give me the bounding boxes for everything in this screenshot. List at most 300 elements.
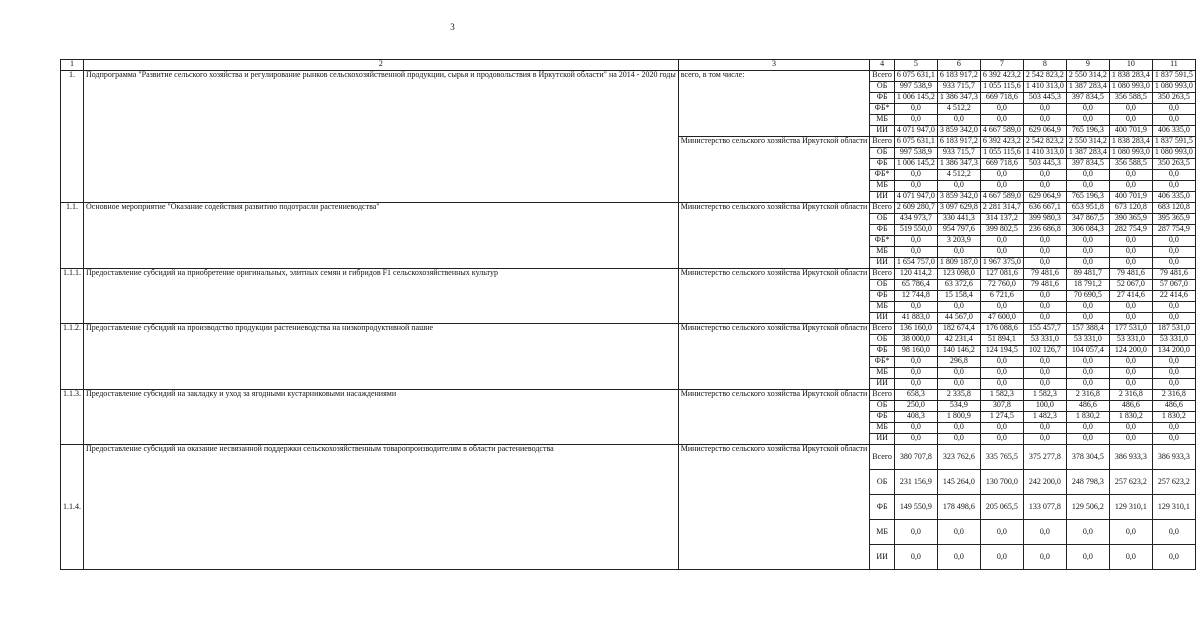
amount-cell: 176 088,6	[980, 324, 1023, 335]
amount-cell: 236 686,8	[1023, 225, 1066, 236]
amount-cell: 1 274,5	[980, 412, 1023, 423]
amount-cell: 52 067,0	[1109, 280, 1152, 291]
amount-cell: 51 894,1	[980, 335, 1023, 346]
amount-cell: 1 410 313,0	[1023, 82, 1066, 93]
amount-cell: 257 623,2	[1152, 470, 1195, 495]
funding-source: ФБ	[870, 291, 895, 302]
amount-cell: 629 064,9	[1023, 126, 1066, 137]
amount-cell: 0,0	[1023, 291, 1066, 302]
executor: Министерство сельского хозяйства Иркутской области	[678, 445, 870, 570]
amount-cell: 0,0	[937, 115, 980, 126]
amount-cell: 0,0	[980, 170, 1023, 181]
amount-cell: 0,0	[1109, 423, 1152, 434]
amount-cell: 0,0	[1109, 545, 1152, 570]
funding-source: ИИ	[870, 379, 895, 390]
amount-cell: 0,0	[1023, 313, 1066, 324]
page-number: 3	[450, 22, 455, 32]
amount-cell: 2 281 314,7	[980, 203, 1023, 214]
amount-cell: 0,0	[980, 181, 1023, 192]
funding-source: ФБ*	[870, 104, 895, 115]
amount-cell: 0,0	[1152, 115, 1195, 126]
amount-cell: 378 304,5	[1066, 445, 1109, 470]
amount-cell: 257 623,2	[1109, 470, 1152, 495]
amount-cell: 0,0	[894, 520, 937, 545]
amount-cell: 0,0	[1109, 379, 1152, 390]
amount-cell: 104 057,4	[1066, 346, 1109, 357]
amount-cell: 683 120,8	[1152, 203, 1195, 214]
amount-cell: 296,8	[937, 357, 980, 368]
amount-cell: 133 077,8	[1023, 495, 1066, 520]
amount-cell: 129 310,1	[1152, 495, 1195, 520]
funding-source: Всего	[870, 71, 895, 82]
amount-cell: 0,0	[1152, 545, 1195, 570]
amount-cell: 356 588,5	[1109, 93, 1152, 104]
amount-cell: 0,0	[937, 434, 980, 445]
amount-cell: 519 550,0	[894, 225, 937, 236]
amount-cell: 1 654 757,0	[894, 258, 937, 269]
amount-cell: 406 335,0	[1152, 126, 1195, 137]
amount-cell: 0,0	[1109, 313, 1152, 324]
amount-cell: 1 055 115,6	[980, 82, 1023, 93]
amount-cell: 149 550,9	[894, 495, 937, 520]
amount-cell: 397 834,5	[1066, 93, 1109, 104]
funding-source: МБ	[870, 302, 895, 313]
executor: Министерство сельского хозяйства Иркутской области	[678, 137, 870, 203]
amount-cell: 997 538,9	[894, 148, 937, 159]
executor: всего, в том числе:	[678, 71, 870, 137]
amount-cell: 18 791,2	[1066, 280, 1109, 291]
amount-cell: 1 482,3	[1023, 412, 1066, 423]
funding-source: ФБ	[870, 93, 895, 104]
amount-cell: 0,0	[937, 379, 980, 390]
amount-cell: 178 498,6	[937, 495, 980, 520]
funding-source: МБ	[870, 520, 895, 545]
amount-cell: 0,0	[1023, 423, 1066, 434]
amount-cell: 100,0	[1023, 401, 1066, 412]
amount-cell: 629 064,9	[1023, 192, 1066, 203]
amount-cell: 4 512,2	[937, 170, 980, 181]
amount-cell: 0,0	[894, 545, 937, 570]
funding-source: ИИ	[870, 192, 895, 203]
amount-cell: 0,0	[1023, 434, 1066, 445]
column-number-cell: 7	[980, 60, 1023, 71]
amount-cell: 323 762,6	[937, 445, 980, 470]
amount-cell: 2 316,8	[1066, 390, 1109, 401]
amount-cell: 53 331,0	[1066, 335, 1109, 346]
amount-cell: 0,0	[1109, 115, 1152, 126]
amount-cell: 4 512,2	[937, 104, 980, 115]
amount-cell: 0,0	[980, 302, 1023, 313]
funding-source: Всего	[870, 324, 895, 335]
amount-cell: 3 859 342,0	[937, 126, 980, 137]
amount-cell: 0,0	[1066, 368, 1109, 379]
column-number-cell: 6	[937, 60, 980, 71]
amount-cell: 2 550 314,2	[1066, 137, 1109, 148]
amount-cell: 136 160,0	[894, 324, 937, 335]
amount-cell: 2 542 823,2	[1023, 137, 1066, 148]
amount-cell: 0,0	[894, 302, 937, 313]
amount-cell: 0,0	[937, 368, 980, 379]
amount-cell: 44 567,0	[937, 313, 980, 324]
amount-cell: 0,0	[894, 181, 937, 192]
amount-cell: 4 667 589,0	[980, 126, 1023, 137]
amount-cell: 673 120,8	[1109, 203, 1152, 214]
amount-cell: 0,0	[1109, 520, 1152, 545]
amount-cell: 0,0	[1023, 368, 1066, 379]
amount-cell: 375 277,8	[1023, 445, 1066, 470]
amount-cell: 0,0	[937, 302, 980, 313]
item-name: Подпрограмма "Развитие сельского хозяйства и регулирование рынков сельскохозяйственной продукции, сырья и продовольствия в Иркутской области" на 2014 - 2020 годы	[84, 71, 679, 203]
amount-cell: 2 316,8	[1109, 390, 1152, 401]
executor: Министерство сельского хозяйства Иркутской области	[678, 324, 870, 390]
amount-cell: 2 609 280,7	[894, 203, 937, 214]
amount-cell: 0,0	[937, 545, 980, 570]
amount-cell: 1 582,3	[980, 390, 1023, 401]
amount-cell: 347 867,5	[1066, 214, 1109, 225]
amount-cell: 0,0	[894, 423, 937, 434]
amount-cell: 1 830,2	[1152, 412, 1195, 423]
table-row	[61, 445, 1196, 470]
amount-cell: 6 721,6	[980, 291, 1023, 302]
amount-cell: 0,0	[937, 247, 980, 258]
amount-cell: 503 445,3	[1023, 93, 1066, 104]
amount-cell: 0,0	[980, 115, 1023, 126]
amount-cell: 0,0	[1152, 236, 1195, 247]
amount-cell: 6 392 423,2	[980, 71, 1023, 82]
amount-cell: 356 588,5	[1109, 159, 1152, 170]
amount-cell: 6 075 631,1	[894, 137, 937, 148]
column-number-cell: 2	[84, 60, 679, 71]
funding-source: МБ	[870, 115, 895, 126]
amount-cell: 636 667,1	[1023, 203, 1066, 214]
amount-cell: 41 883,0	[894, 313, 937, 324]
amount-cell: 0,0	[894, 368, 937, 379]
amount-cell: 248 798,3	[1066, 470, 1109, 495]
amount-cell: 335 765,5	[980, 445, 1023, 470]
amount-cell: 658,3	[894, 390, 937, 401]
amount-cell: 0,0	[980, 423, 1023, 434]
amount-cell: 53 331,0	[1109, 335, 1152, 346]
amount-cell: 434 973,7	[894, 214, 937, 225]
amount-cell: 102 126,7	[1023, 346, 1066, 357]
amount-cell: 1 387 283,4	[1066, 148, 1109, 159]
amount-cell: 0,0	[1109, 258, 1152, 269]
amount-cell: 0,0	[1023, 520, 1066, 545]
amount-cell: 0,0	[1152, 258, 1195, 269]
funding-source: ОБ	[870, 82, 895, 93]
amount-cell: 0,0	[1152, 302, 1195, 313]
funding-source: Всего	[870, 390, 895, 401]
amount-cell: 0,0	[1066, 423, 1109, 434]
amount-cell: 0,0	[1152, 434, 1195, 445]
amount-cell: 3 097 629,8	[937, 203, 980, 214]
amount-cell: 1 837 591,5	[1152, 71, 1195, 82]
amount-cell: 129 310,1	[1109, 495, 1152, 520]
funding-source: Всего	[870, 137, 895, 148]
amount-cell: 1 830,2	[1109, 412, 1152, 423]
item-name: Предоставление субсидий на производство продукции растениеводства на низкопродуктивной пашне	[84, 324, 679, 390]
amount-cell: 0,0	[1109, 181, 1152, 192]
amount-cell: 3 203,9	[937, 236, 980, 247]
amount-cell: 2 542 823,2	[1023, 71, 1066, 82]
amount-cell: 1 837 591,5	[1152, 137, 1195, 148]
amount-cell: 89 481,7	[1066, 269, 1109, 280]
column-number-row	[61, 60, 1196, 71]
amount-cell: 0,0	[1066, 104, 1109, 115]
amount-cell: 3 859 342,0	[937, 192, 980, 203]
funding-source: ИИ	[870, 313, 895, 324]
amount-cell: 0,0	[1066, 247, 1109, 258]
funding-source: ФБ*	[870, 357, 895, 368]
amount-cell: 397 834,5	[1066, 159, 1109, 170]
column-number-cell: 1	[61, 60, 84, 71]
amount-cell: 2 550 314,2	[1066, 71, 1109, 82]
funding-source: ИИ	[870, 126, 895, 137]
amount-cell: 1 387 283,4	[1066, 82, 1109, 93]
funding-source: ОБ	[870, 214, 895, 225]
amount-cell: 63 372,6	[937, 280, 980, 291]
amount-cell: 408,3	[894, 412, 937, 423]
amount-cell: 42 231,4	[937, 335, 980, 346]
amount-cell: 57 067,0	[1152, 280, 1195, 291]
amount-cell: 0,0	[1109, 104, 1152, 115]
amount-cell: 22 414,6	[1152, 291, 1195, 302]
item-number: 1.1.	[61, 203, 84, 269]
amount-cell: 0,0	[980, 520, 1023, 545]
table-row	[61, 269, 1196, 280]
amount-cell: 4 071 947,0	[894, 192, 937, 203]
amount-cell: 0,0	[1109, 302, 1152, 313]
funding-source: ФБ*	[870, 170, 895, 181]
amount-cell: 0,0	[1152, 313, 1195, 324]
table-row	[61, 390, 1196, 401]
executor: Министерство сельского хозяйства Иркутской области	[678, 203, 870, 269]
funding-source: ФБ	[870, 412, 895, 423]
amount-cell: 0,0	[980, 236, 1023, 247]
amount-cell: 177 531,0	[1109, 324, 1152, 335]
funding-source: ФБ	[870, 159, 895, 170]
amount-cell: 79 481,6	[1109, 269, 1152, 280]
amount-cell: 0,0	[1109, 236, 1152, 247]
funding-source: ИИ	[870, 258, 895, 269]
amount-cell: 0,0	[1109, 357, 1152, 368]
amount-cell: 314 137,2	[980, 214, 1023, 225]
amount-cell: 406 335,0	[1152, 192, 1195, 203]
amount-cell: 15 158,4	[937, 291, 980, 302]
amount-cell: 2 316,8	[1152, 390, 1195, 401]
amount-cell: 98 160,0	[894, 346, 937, 357]
amount-cell: 486,6	[1066, 401, 1109, 412]
amount-cell: 134 200,0	[1152, 346, 1195, 357]
item-number: 1.1.1.	[61, 269, 84, 324]
amount-cell: 47 600,0	[980, 313, 1023, 324]
amount-cell: 1 055 115,6	[980, 148, 1023, 159]
amount-cell: 306 084,3	[1066, 225, 1109, 236]
amount-cell: 0,0	[1066, 181, 1109, 192]
amount-cell: 0,0	[1023, 379, 1066, 390]
amount-cell: 386 933,3	[1152, 445, 1195, 470]
amount-cell: 0,0	[937, 423, 980, 434]
table-row	[61, 324, 1196, 335]
amount-cell: 124 194,5	[980, 346, 1023, 357]
executor: Министерство сельского хозяйства Иркутской области	[678, 390, 870, 445]
funding-source: МБ	[870, 423, 895, 434]
funding-source: Всего	[870, 445, 895, 470]
amount-cell: 954 797,6	[937, 225, 980, 236]
amount-cell: 0,0	[1023, 247, 1066, 258]
amount-cell: 395 365,9	[1152, 214, 1195, 225]
item-name: Предоставление субсидий на закладку и уход за ягодными кустарниковыми насаждениями	[84, 390, 679, 445]
amount-cell: 0,0	[1023, 170, 1066, 181]
funding-source: ОБ	[870, 280, 895, 291]
amount-cell: 287 754,9	[1152, 225, 1195, 236]
amount-cell: 0,0	[1152, 520, 1195, 545]
amount-cell: 27 414,6	[1109, 291, 1152, 302]
item-number: 1.1.3.	[61, 390, 84, 445]
amount-cell: 0,0	[894, 379, 937, 390]
amount-cell: 330 441,3	[937, 214, 980, 225]
amount-cell: 0,0	[980, 104, 1023, 115]
amount-cell: 124 200,0	[1109, 346, 1152, 357]
amount-cell: 0,0	[1152, 181, 1195, 192]
amount-cell: 250,0	[894, 401, 937, 412]
amount-cell: 0,0	[894, 434, 937, 445]
amount-cell: 0,0	[1152, 368, 1195, 379]
column-number-cell: 10	[1109, 60, 1152, 71]
amount-cell: 0,0	[1066, 357, 1109, 368]
amount-cell: 0,0	[1152, 247, 1195, 258]
amount-cell: 0,0	[1066, 313, 1109, 324]
funding-source: ФБ	[870, 495, 895, 520]
amount-cell: 1 006 145,2	[894, 159, 937, 170]
amount-cell: 1 830,2	[1066, 412, 1109, 423]
amount-cell: 0,0	[1152, 357, 1195, 368]
amount-cell: 70 690,5	[1066, 291, 1109, 302]
amount-cell: 0,0	[980, 434, 1023, 445]
amount-cell: 0,0	[1023, 115, 1066, 126]
funding-source: ОБ	[870, 401, 895, 412]
amount-cell: 0,0	[980, 368, 1023, 379]
amount-cell: 0,0	[1152, 423, 1195, 434]
item-number: 1.1.4.	[61, 445, 84, 570]
amount-cell: 669 718,6	[980, 159, 1023, 170]
amount-cell: 0,0	[1152, 104, 1195, 115]
amount-cell: 53 331,0	[1152, 335, 1195, 346]
amount-cell: 0,0	[1023, 236, 1066, 247]
amount-cell: 72 760,0	[980, 280, 1023, 291]
amount-cell: 145 264,0	[937, 470, 980, 495]
amount-cell: 182 674,4	[937, 324, 980, 335]
column-number-cell: 11	[1152, 60, 1195, 71]
amount-cell: 486,6	[1152, 401, 1195, 412]
amount-cell: 0,0	[1152, 170, 1195, 181]
amount-cell: 1 967 375,0	[980, 258, 1023, 269]
amount-cell: 653 951,8	[1066, 203, 1109, 214]
item-number: 1.1.2.	[61, 324, 84, 390]
amount-cell: 0,0	[1109, 434, 1152, 445]
amount-cell: 503 445,3	[1023, 159, 1066, 170]
amount-cell: 0,0	[980, 247, 1023, 258]
column-number-cell: 3	[678, 60, 870, 71]
funding-source: ФБ*	[870, 236, 895, 247]
funding-source: ОБ	[870, 148, 895, 159]
amount-cell: 0,0	[1066, 545, 1109, 570]
amount-cell: 79 481,6	[1152, 269, 1195, 280]
amount-cell: 4 071 947,0	[894, 126, 937, 137]
amount-cell: 187 531,0	[1152, 324, 1195, 335]
amount-cell: 282 754,9	[1109, 225, 1152, 236]
amount-cell: 0,0	[1023, 181, 1066, 192]
amount-cell: 1 838 283,4	[1109, 137, 1152, 148]
amount-cell: 307,8	[980, 401, 1023, 412]
amount-cell: 65 786,4	[894, 280, 937, 291]
amount-cell: 390 365,9	[1109, 214, 1152, 225]
funding-source: ОБ	[870, 335, 895, 346]
amount-cell: 0,0	[1023, 357, 1066, 368]
amount-cell: 0,0	[894, 104, 937, 115]
amount-cell: 0,0	[1066, 434, 1109, 445]
amount-cell: 669 718,6	[980, 93, 1023, 104]
amount-cell: 1 080 993,0	[1152, 82, 1195, 93]
amount-cell: 0,0	[980, 545, 1023, 570]
amount-cell: 6 392 423,2	[980, 137, 1023, 148]
amount-cell: 2 335,8	[937, 390, 980, 401]
amount-cell: 129 506,2	[1066, 495, 1109, 520]
amount-cell: 0,0	[1066, 302, 1109, 313]
amount-cell: 0,0	[894, 236, 937, 247]
amount-cell: 0,0	[1109, 247, 1152, 258]
funding-source: Всего	[870, 203, 895, 214]
amount-cell: 0,0	[1023, 545, 1066, 570]
amount-cell: 130 700,0	[980, 470, 1023, 495]
funding-source: ИИ	[870, 434, 895, 445]
amount-cell: 933 715,7	[937, 148, 980, 159]
amount-cell: 765 196,3	[1066, 192, 1109, 203]
funding-source: МБ	[870, 368, 895, 379]
amount-cell: 79 481,6	[1023, 280, 1066, 291]
amount-cell: 140 146,2	[937, 346, 980, 357]
amount-cell: 0,0	[894, 357, 937, 368]
amount-cell: 0,0	[1109, 170, 1152, 181]
amount-cell: 386 933,3	[1109, 445, 1152, 470]
amount-cell: 1 809 187,0	[937, 258, 980, 269]
amount-cell: 1 582,3	[1023, 390, 1066, 401]
column-number-cell: 8	[1023, 60, 1066, 71]
amount-cell: 120 414,2	[894, 269, 937, 280]
item-name: Предоставление субсидий на приобретение оригинальных, элитных семян и гибридов F1 сельскохозяйственных культур	[84, 269, 679, 324]
amount-cell: 380 707,8	[894, 445, 937, 470]
amount-cell: 350 263,5	[1152, 159, 1195, 170]
amount-cell: 123 098,0	[937, 269, 980, 280]
amount-cell: 0,0	[980, 357, 1023, 368]
funding-source: ФБ	[870, 346, 895, 357]
amount-cell: 1 386 347,3	[937, 93, 980, 104]
amount-cell: 0,0	[980, 379, 1023, 390]
table-row	[61, 203, 1196, 214]
executor: Министерство сельского хозяйства Иркутской области	[678, 269, 870, 324]
amount-cell: 399 802,5	[980, 225, 1023, 236]
amount-cell: 12 744,8	[894, 291, 937, 302]
item-name: Предоставление субсидий на оказание несвязанной поддержки сельскохозяйственным товаропроизводителям в области растениеводства	[84, 445, 679, 570]
amount-cell: 157 388,4	[1066, 324, 1109, 335]
amount-cell: 1 386 347,3	[937, 159, 980, 170]
funding-source: МБ	[870, 247, 895, 258]
amount-cell: 6 183 917,2	[937, 71, 980, 82]
amount-cell: 0,0	[937, 520, 980, 545]
amount-cell: 0,0	[1066, 379, 1109, 390]
amount-cell: 0,0	[1152, 379, 1195, 390]
amount-cell: 0,0	[937, 181, 980, 192]
